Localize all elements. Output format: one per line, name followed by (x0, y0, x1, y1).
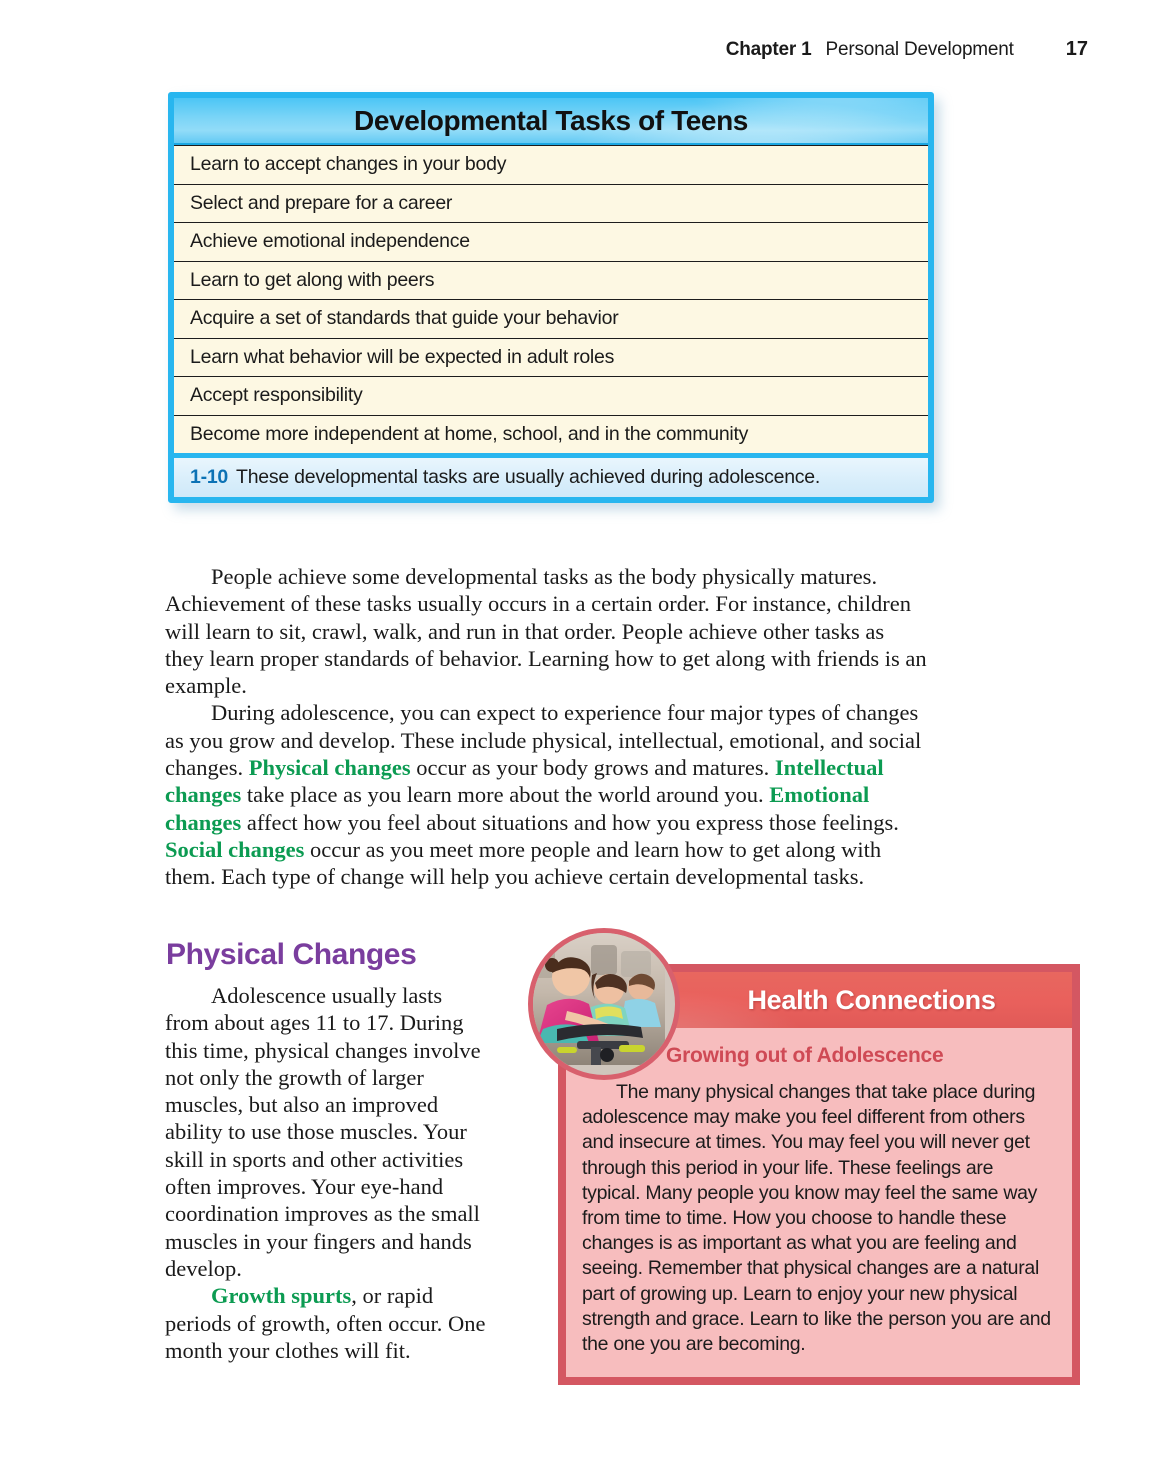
body-paragraph-1: People achieve some developmental tasks as the body physically matures. Achievement of these tasks usually occurs in a certain order. For instance, children will learn to sit, crawl, walk, and run in that order. People achieve other tasks as they learn proper standards of behavior. Learning how to get along with friends is an example. (165, 564, 927, 699)
paragraph2-part1: During adolescence, you can expect to experience four major types of changes as you grow and develop. These include physical, intellectual, emotional, and social changes. (165, 700, 922, 781)
chapter-title: Personal Development (825, 39, 1014, 60)
key-term-social-changes: Social changes (165, 836, 305, 862)
feature-box-body: The many physical changes that take place during adolescence may make you feel different from others and insecure at times. You may feel you will never get through this period in your life. These feelings are typical. Many people you know may feel the same way from time to time. How you choose to handle these changes is as important as what you are feeling and seeing. Remember that physical changes are a natural part of growing up. Learn to enjoy your new physical strength and grace. Learn to like the person you are and the one you are becoming. (582, 1081, 1051, 1356)
figure-caption (174, 453, 928, 497)
paragraph2-part4: affect how you feel about situations and how you express those feelings. (241, 809, 899, 835)
key-term-growth-spurts: Growth spurts (211, 1283, 352, 1309)
table-row: Learn to accept changes in your body (174, 145, 928, 184)
page-number: 17 (1065, 38, 1088, 60)
figure-number: 1-10 (190, 466, 229, 488)
figure-caption-text: These developmental tasks are usually achieved during adolescence. (236, 466, 821, 488)
paragraph2-part2: occur as your body grows and matures. (410, 755, 775, 781)
section-paragraph-1: Adolescence usually lasts from about ages 11 to 17. During this time, physical changes involve not only the growth of larger muscles, but also an improved ability to use those muscles. Your skill in sports and other activities often improves. Your eye-hand coordination improves as the small muscles in your fingers and hands develop. (165, 983, 481, 1281)
exercise-photo (528, 928, 680, 1080)
exercise-photo-image (533, 933, 665, 1065)
body-paragraph-2 (165, 699, 927, 890)
table-row: Acquire a set of standards that guide your behavior (174, 299, 928, 338)
body-text-block (165, 563, 927, 891)
table-row: Learn what behavior will be expected in adult roles (174, 338, 928, 377)
table-row: Select and prepare for a career (174, 184, 928, 223)
key-term-intellectual-changes: Intellectual changes (165, 755, 884, 808)
table-row: Become more independent at home, school, and in the community (174, 415, 928, 454)
left-column-text (165, 982, 487, 1364)
paragraph2-part5: occur as you meet more people and learn how to get along with them. Each type of change will help you achieve certain developmental tasks. (165, 836, 882, 890)
table-row: Accept responsibility (174, 376, 928, 415)
key-term-physical-changes: Physical changes (248, 755, 411, 781)
paragraph2-part3: take place as you learn more about the world around you. (241, 782, 770, 808)
developmental-tasks-table (168, 92, 934, 503)
feature-box-header: Health Connections (566, 972, 1072, 1028)
key-term-emotional-changes: Emotional changes (165, 782, 870, 835)
table-title: Developmental Tasks of Teens (174, 98, 928, 145)
running-head (726, 38, 1088, 61)
section-heading-physical-changes: Physical Changes (166, 938, 417, 971)
section-paragraph-2 (165, 1282, 487, 1364)
section-paragraph-2-rest: , or rapid periods of growth, often occur. One month your clothes will fit. (165, 1283, 486, 1363)
table-row: Learn to get along with peers (174, 261, 928, 300)
chapter-number: Chapter 1 (725, 39, 812, 60)
table-row: Achieve emotional independence (174, 222, 928, 261)
feature-box-subtitle: Growing out of Adolescence (666, 1044, 944, 1067)
